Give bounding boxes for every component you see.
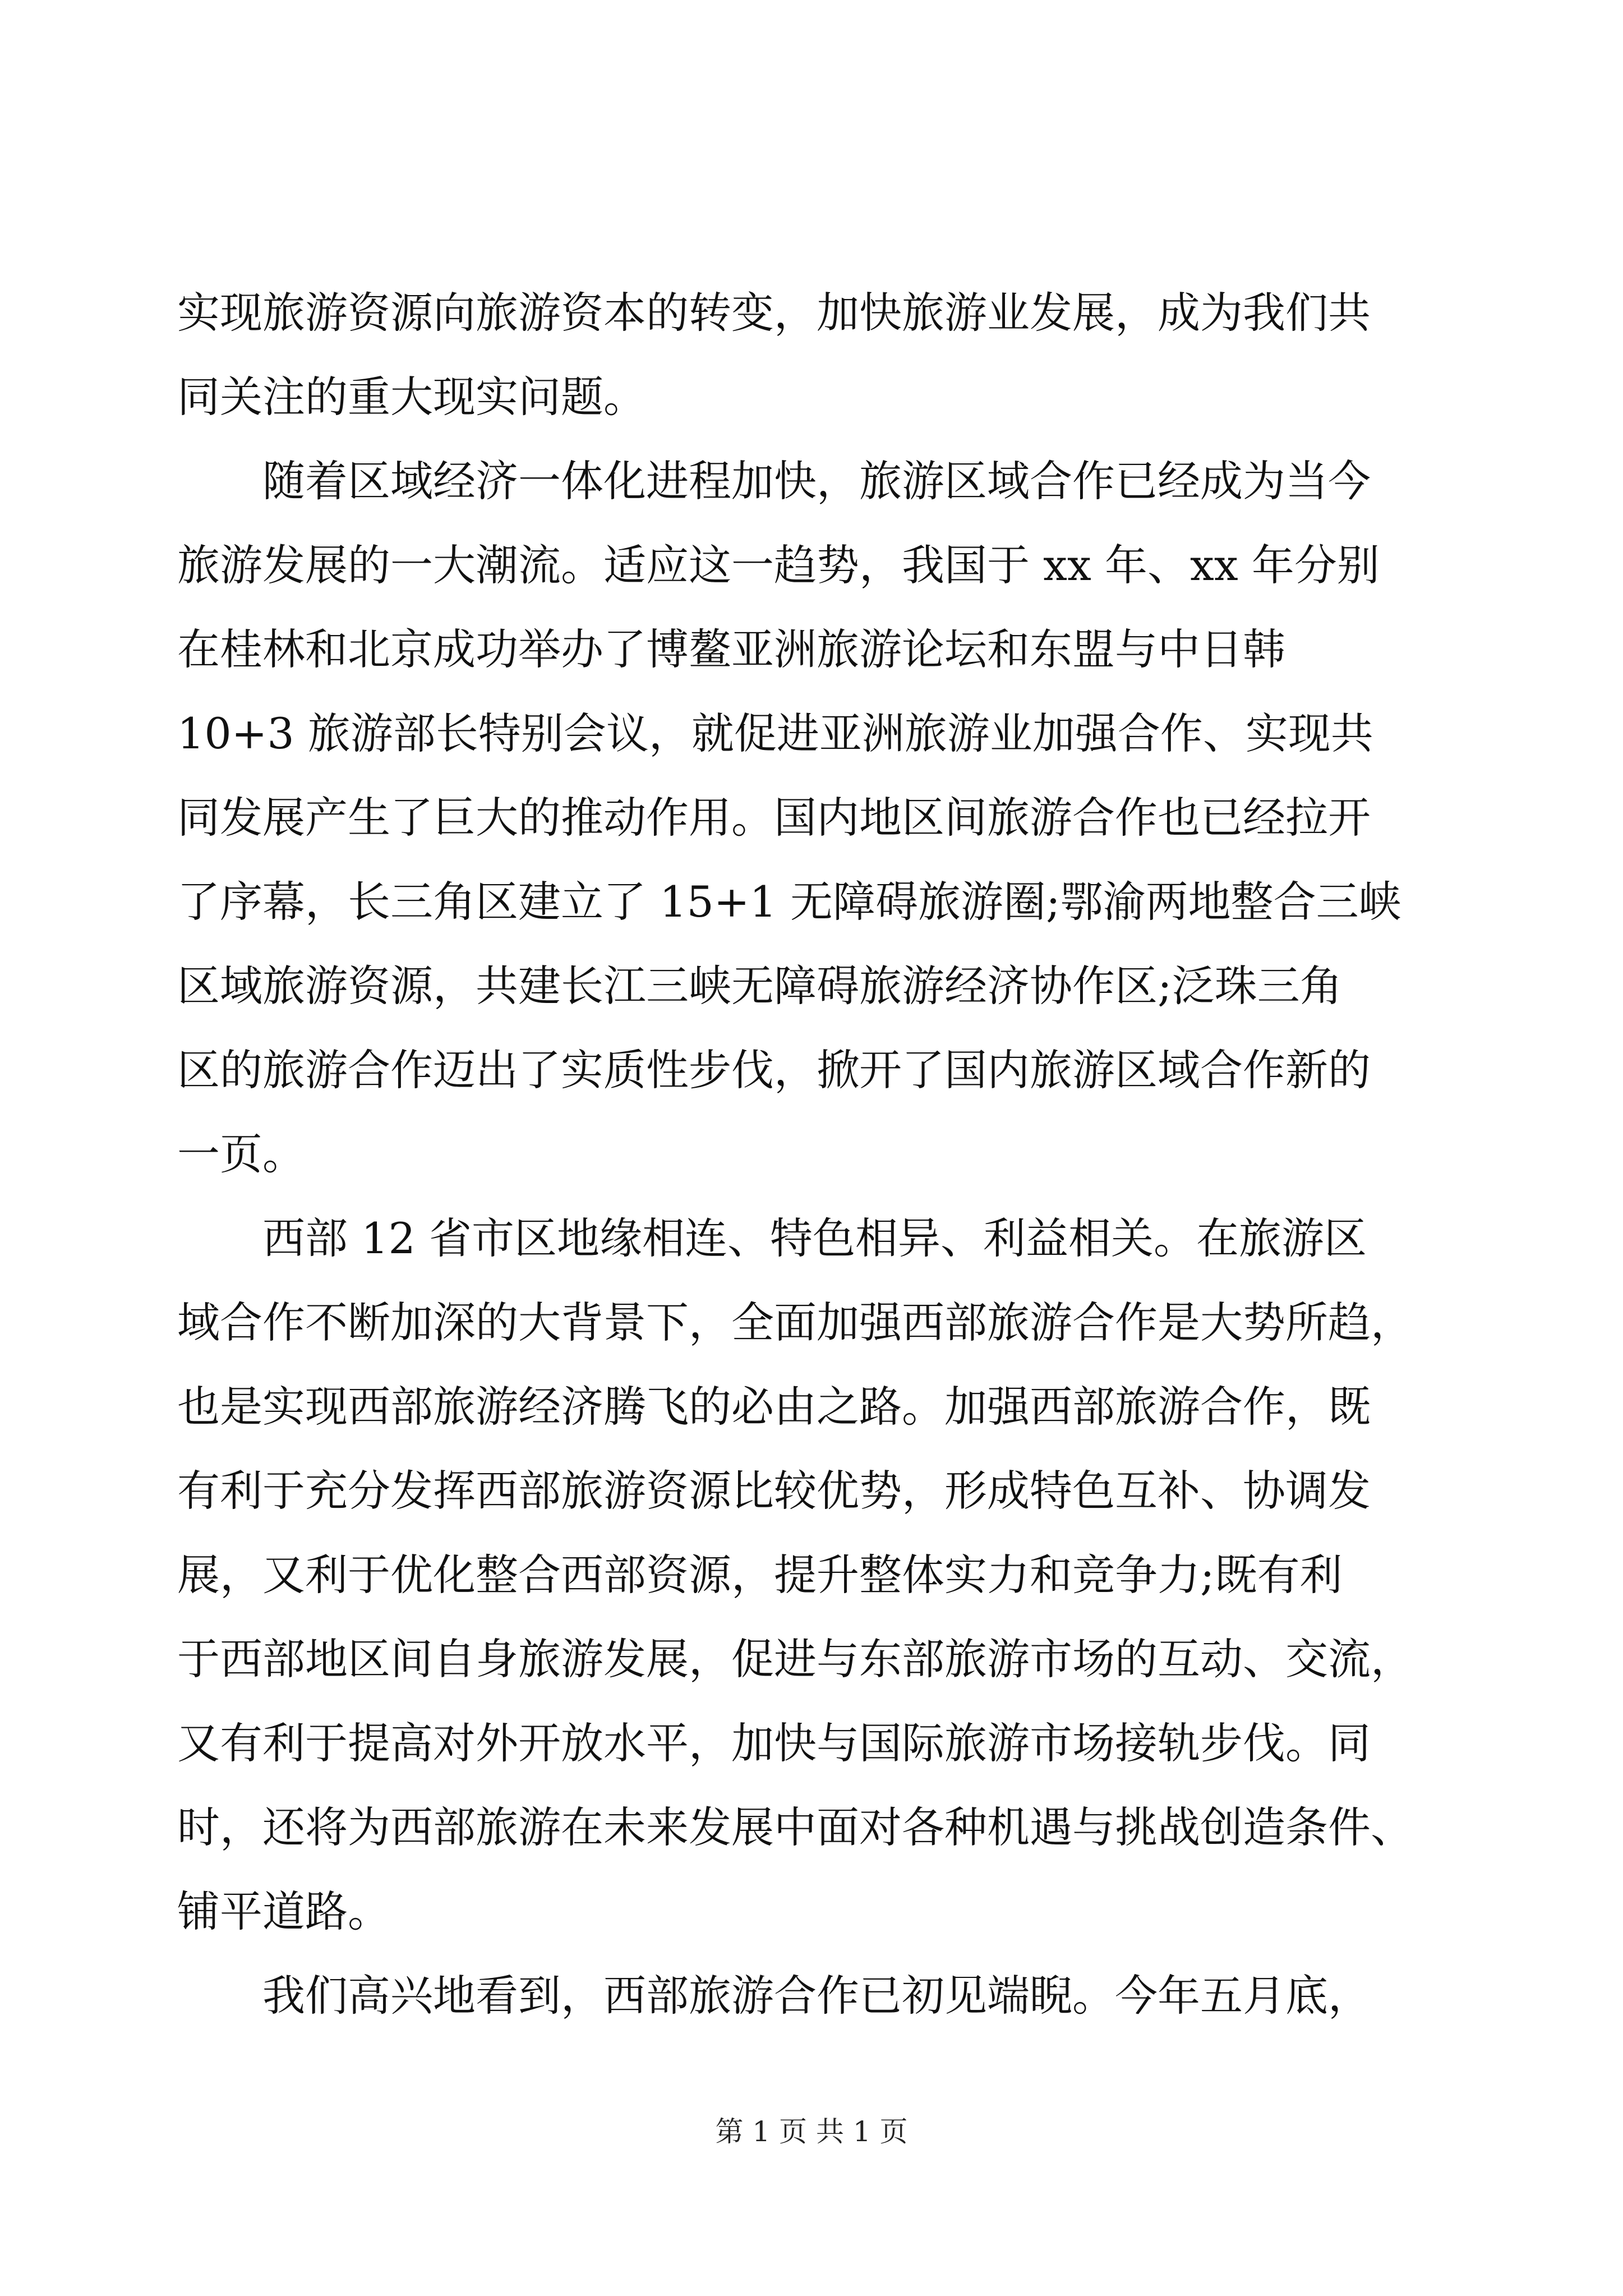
text-line: 同关注的重大现实问题。 bbox=[177, 372, 646, 422]
text-line: 域合作不断加深的大背景下，全面加强西部旅游合作是大势所趋， bbox=[177, 1297, 1413, 1347]
text-line: 展，又利于优化整合西部资源，提升整体实力和竞争力;既有利 bbox=[177, 1550, 1343, 1600]
text-line: 了序幕，长三角区建立了 15+1 无障碍旅游圈;鄂渝两地整合三峡 bbox=[177, 877, 1401, 927]
text-line: 随着区域经济一体化进程加快，旅游区域合作已经成为当今 bbox=[262, 456, 1371, 506]
text-line: 有利于充分发挥西部旅游资源比较优势，形成特色互补、协调发 bbox=[177, 1466, 1371, 1516]
text-line: 我们高兴地看到，西部旅游合作已初见端睨。今年五月底， bbox=[262, 1971, 1371, 2021]
text-line: 铺平道路。 bbox=[177, 1887, 390, 1936]
body-text bbox=[177, 271, 1446, 2038]
paragraph-4 bbox=[177, 1954, 1446, 2038]
text-line: 西部 12 省市区地缘相连、特色相异、利益相关。在旅游区 bbox=[262, 1213, 1367, 1263]
text-line: 于西部地区间自身旅游发展，促进与东部旅游市场的互动、交流， bbox=[177, 1634, 1413, 1684]
paragraph-3 bbox=[177, 1197, 1446, 1954]
text-line: 在桂林和北京成功举办了博鳌亚洲旅游论坛和东盟与中日韩 bbox=[177, 624, 1285, 674]
text-line: 10+3 旅游部长特别会议，就促进亚洲旅游业加强合作、实现共 bbox=[177, 708, 1373, 758]
text-line: 旅游发展的一大潮流。适应这一趋势，我国于 xx 年、xx 年分别 bbox=[177, 540, 1380, 590]
text-line: 又有利于提高对外开放水平，加快与国际旅游市场接轨步伐。同 bbox=[177, 1718, 1371, 1768]
paragraph-2 bbox=[177, 439, 1446, 1197]
text-line: 区域旅游资源，共建长江三峡无障碍旅游经济协作区;泛珠三角 bbox=[177, 961, 1343, 1011]
page-footer: 第 1 页 共 1 页 bbox=[715, 2115, 908, 2148]
text-line: 实现旅游资源向旅游资本的转变，加快旅游业发展，成为我们共 bbox=[177, 288, 1371, 338]
text-line: 时，还将为西部旅游在未来发展中面对各种机遇与挑战创造条件、 bbox=[177, 1802, 1413, 1852]
text-line: 一页。 bbox=[177, 1129, 305, 1179]
paragraph-1 bbox=[177, 271, 1446, 439]
text-line: 区的旅游合作迈出了实质性步伐，掀开了国内旅游区域合作新的 bbox=[177, 1045, 1371, 1095]
text-line: 同发展产生了巨大的推动作用。国内地区间旅游合作也已经拉开 bbox=[177, 793, 1371, 843]
text-line: 也是实现西部旅游经济腾飞的必由之路。加强西部旅游合作，既 bbox=[177, 1382, 1371, 1432]
